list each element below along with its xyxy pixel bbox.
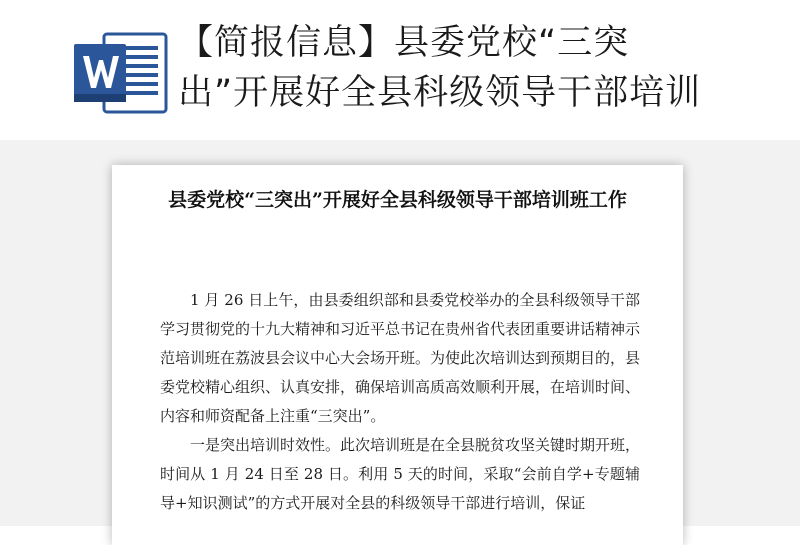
word-icon — [74, 32, 168, 114]
paragraph: 一是突出培训时效性。此次培训班是在全县脱贫攻坚关键时期开班，时间从 1 月 24 日至 28 日。利用 5 天的时间，采取“会前自学+专题辅导+知识测试”的方式开展对全县的科级领导干部进行培训，保证 — [160, 436, 641, 512]
header — [0, 0, 800, 140]
paragraph: 1 月 26 日上午，由县委组织部和县委党校举办的全县科级领导干部学习贯彻党的十九大精神和习近平总书记在贵州省代表团重要讲话精神示范培训班在荔波县会议中心大会场开班。为使此次培训达到预期目的，县委党校精心组织、认真安排，确保培训高质高效顺利开展，在培训时间、内容和师资配备上注重“三突出”。 — [160, 291, 641, 425]
page-title: 【简报信息】县委党校“三突出”开展好全县科级领导干部培训 — [178, 23, 702, 113]
document-page — [112, 165, 683, 545]
document-body — [160, 286, 640, 518]
document-title: 县委党校“三突出”开展好全县科级领导干部培训班工作 — [168, 189, 627, 211]
